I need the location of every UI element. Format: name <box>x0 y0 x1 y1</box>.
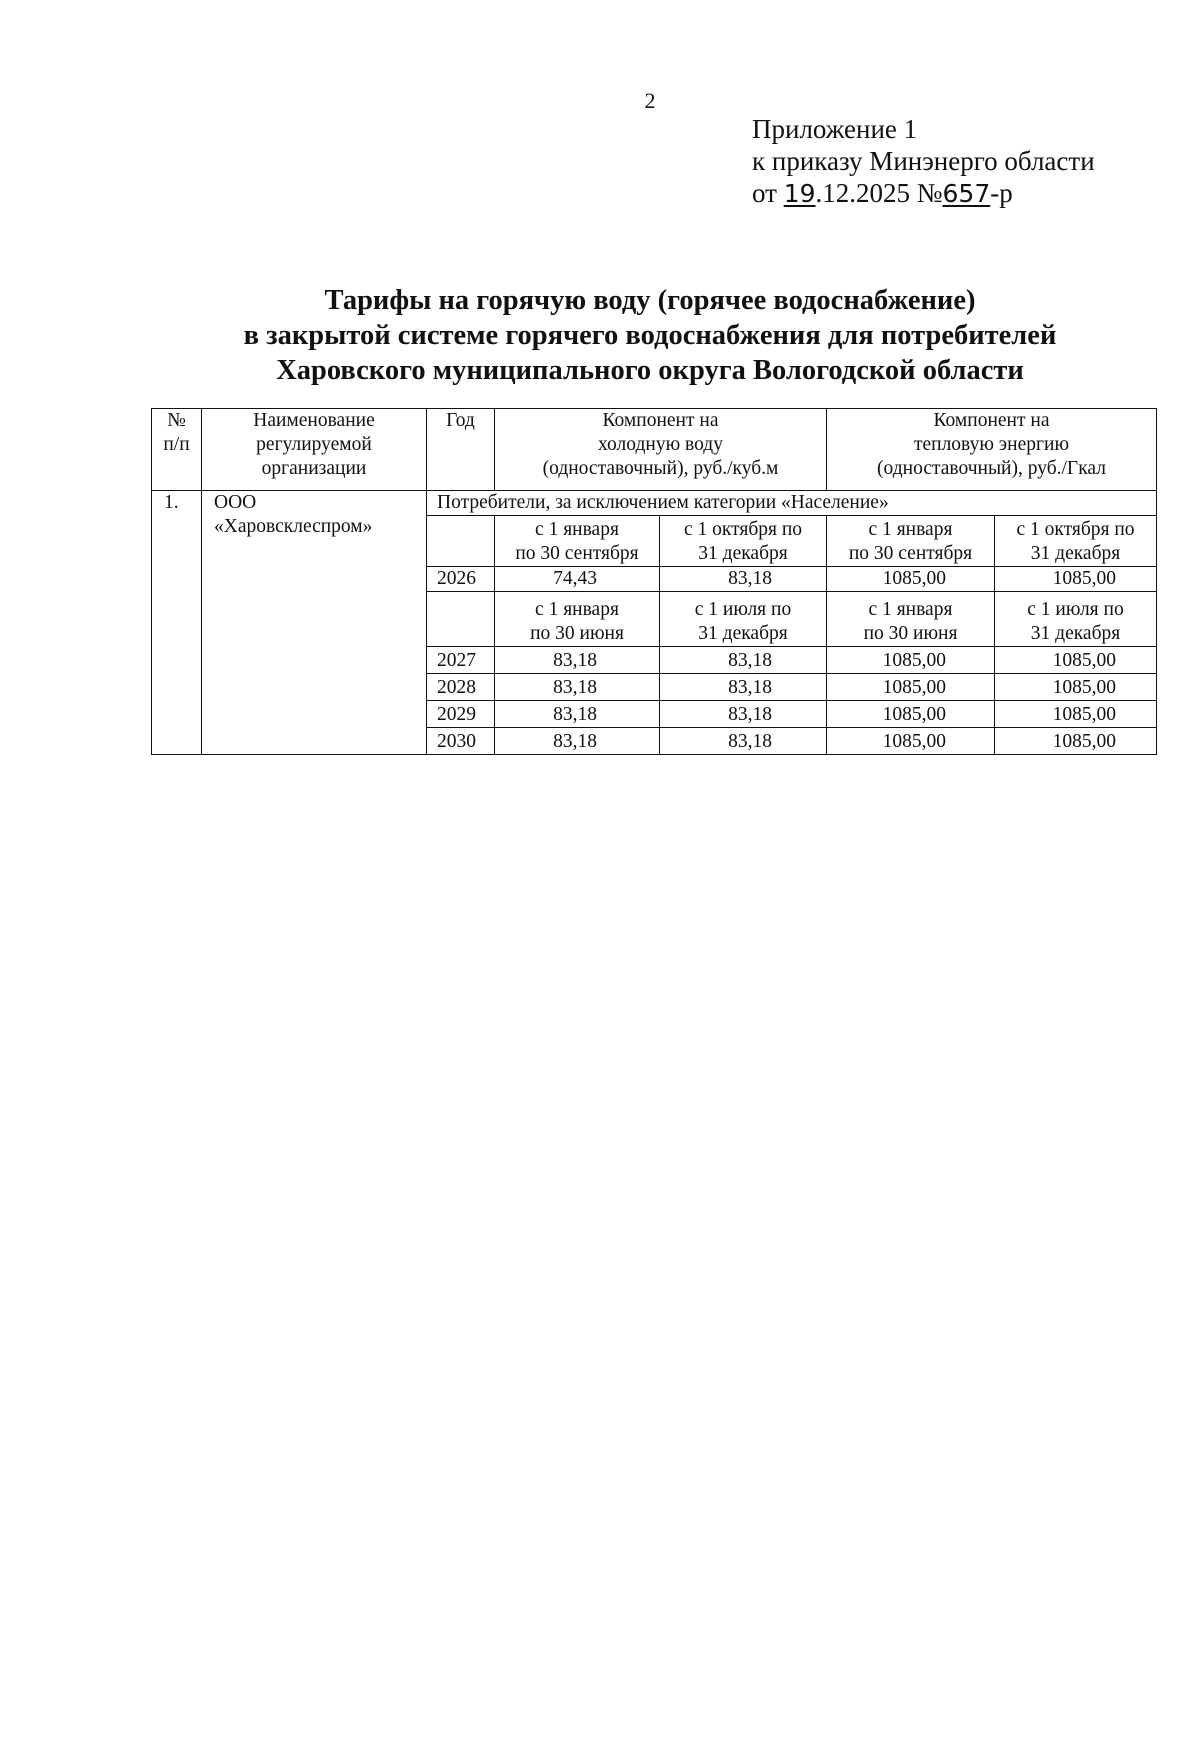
cold-h1-value: 83,18 <box>495 674 660 701</box>
cold-h2-value: 83,18 <box>660 567 827 592</box>
page-number: 2 <box>644 88 656 113</box>
period-cold-h1: с 1 января по 30 сентября <box>495 516 660 567</box>
cold-h2-value: 83,18 <box>660 647 827 674</box>
appendix-date-line <box>752 177 1095 210</box>
header-number: № п/п <box>152 409 202 491</box>
consumer-category: Потребители, за исключением категории «Население» <box>427 491 1157 516</box>
header-heat-energy: Компонент на тепловую энергию (одноставочный), руб./Гкал <box>827 409 1157 491</box>
title-line-2: в закрытой системе горячего водоснабжения для потребителей <box>243 320 1057 351</box>
heat-h1-value: 1085,00 <box>827 647 995 674</box>
header-year: Год <box>427 409 495 491</box>
period-cold-h2: с 1 июля по 31 декабря <box>660 592 827 647</box>
cold-h1-value: 74,43 <box>495 567 660 592</box>
date-rest: .12.2025 № <box>815 178 943 208</box>
period-heat-h1: с 1 января по 30 июня <box>827 592 995 647</box>
heat-h1-value: 1085,00 <box>827 674 995 701</box>
title-line-1: Тарифы на горячую воду (горячее водоснабжение) <box>324 285 976 316</box>
period-heat-h2: с 1 июля по 31 декабря <box>995 592 1157 647</box>
table-header-row <box>152 409 1157 491</box>
period-cold-h1: с 1 января по 30 июня <box>495 592 660 647</box>
date-prefix: от <box>752 178 784 208</box>
organization-name: ООО «Харовсклеспром» <box>202 491 427 755</box>
period-blank <box>427 516 495 567</box>
handwritten-day: 19 <box>783 179 816 208</box>
row-number: 1. <box>152 491 202 755</box>
year-cell: 2028 <box>427 674 495 701</box>
cold-h1-value: 83,18 <box>495 647 660 674</box>
cold-h2-value: 83,18 <box>660 674 827 701</box>
period-cold-h2: с 1 октября по 31 декабря <box>660 516 827 567</box>
heat-h2-value: 1085,00 <box>995 567 1157 592</box>
heat-h2-value: 1085,00 <box>995 674 1157 701</box>
heat-h1-value: 1085,00 <box>827 728 995 755</box>
heat-h2-value: 1085,00 <box>995 647 1157 674</box>
document-title <box>150 283 1150 388</box>
heat-h2-value: 1085,00 <box>995 728 1157 755</box>
period-blank <box>427 592 495 647</box>
heat-h2-value: 1085,00 <box>995 701 1157 728</box>
consumer-category-row <box>152 491 1157 516</box>
cold-h1-value: 83,18 <box>495 728 660 755</box>
appendix-order-ref: к приказу Минэнерго области <box>752 146 1095 176</box>
period-heat-h2: с 1 октября по 31 декабря <box>995 516 1157 567</box>
heat-h1-value: 1085,00 <box>827 701 995 728</box>
appendix-title: Приложение 1 <box>752 114 918 144</box>
header-cold-water: Компонент на холодную воду (одноставочный), руб./куб.м <box>495 409 827 491</box>
title-line-3: Харовского муниципального округа Вологодской области <box>276 355 1024 386</box>
year-cell: 2026 <box>427 567 495 592</box>
year-cell: 2029 <box>427 701 495 728</box>
tariff-table <box>151 408 1157 755</box>
year-cell: 2030 <box>427 728 495 755</box>
order-suffix: -р <box>990 178 1013 208</box>
cold-h2-value: 83,18 <box>660 728 827 755</box>
year-cell: 2027 <box>427 647 495 674</box>
cold-h1-value: 83,18 <box>495 701 660 728</box>
header-organization: Наименование регулируемой организации <box>202 409 427 491</box>
heat-h1-value: 1085,00 <box>827 567 995 592</box>
period-heat-h1: с 1 января по 30 сентября <box>827 516 995 567</box>
appendix-block <box>752 113 1095 210</box>
handwritten-order-number: 657 <box>942 179 991 208</box>
cold-h2-value: 83,18 <box>660 701 827 728</box>
